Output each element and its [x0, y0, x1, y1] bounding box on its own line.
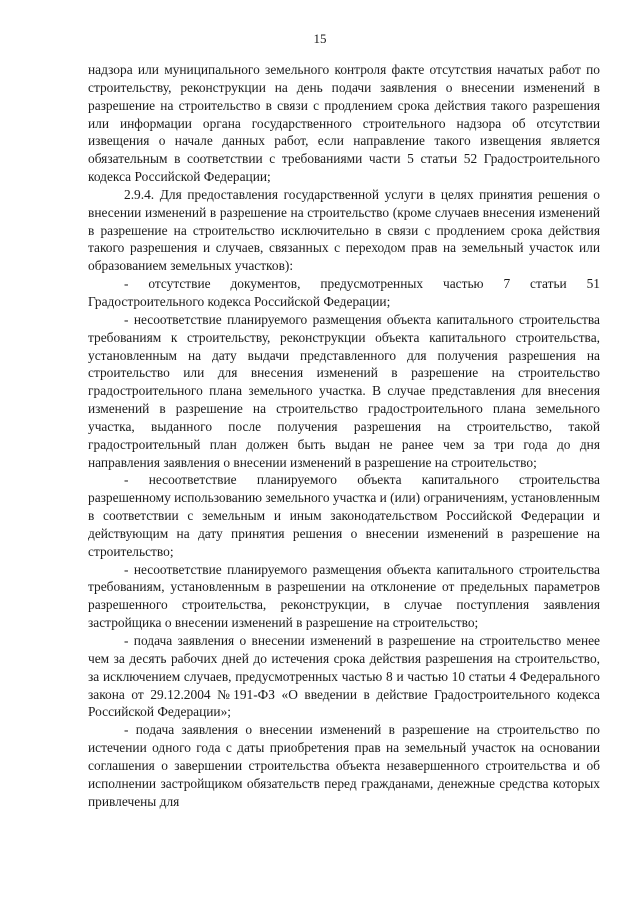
list-item-unfinished-construction: - подача заявления о внесении изменений в разрешение на строительство по истечении одного года с даты приобретения прав на земельный участок на основании соглашения о завершении строительства объекта незавершенного строительства и об исполнении застройщиком обязательств перед гражданами, денежные средства которых привлечены для	[88, 722, 600, 809]
page-number: 15	[313, 31, 327, 46]
list-item-deviation-permit-mismatch: - несоответствие планируемого размещения объекта капитального строительства требованиям, установленным в разрешении на отклонение от предельных параметров разрешенного строительства, реконструкции, в случае поступления заявления застройщика о внесении изменений в разрешение на строительство;	[88, 561, 600, 631]
list-item-late-application: - подача заявления о внесении изменений в разрешение на строительство менее чем за десять рабочих дней до истечения срока действия разрешения на строительство, за исключением случаев, предусмотренных частью 8 и частью 10 статьи 4 Федерального закона от 29.12.2004 №191-ФЗ «О введении в действие Градостроительного кодекса Российской Федерации»;	[88, 633, 600, 720]
list-item-gpzu-mismatch: - несоответствие планируемого размещения объекта капитального строительства требованиям к строительству, реконструкции объекта капитального строительства, установленным на дату выдачи представленного для получения разрешения на строительство или для внесения изменений в разрешение на строительство градостроительного плана земельного участка. В случае представления для внесения изменений в разрешение на строительство градостроительного плана земельного участка, выданного после получения разрешения на строительство, такой градостроительный план должен быть выдан не ранее чем за три года до дня направления заявления о внесении изменений в разрешение на строительство;	[88, 311, 600, 470]
list-item-permitted-use-mismatch: - несоответствие планируемого объекта капитального строительства разрешенному использованию земельного участка и (или) ограничениям, установленным в соответствии с земельным и иным законодательством Российской Федерации и действующим на дату принятия решения о внесении изменений в разрешение на строительство;	[88, 472, 600, 559]
document-body	[88, 61, 600, 810]
paragraph-continuation: надзора или муниципального земельного контроля факте отсутствия начатых работ по строительству, реконструкции на день подачи заявления о внесении изменений в разрешение на строительство в связи с продлением срока действия такого разрешения или информации органа государственного строительного надзора об отсутствии извещения о начале данных работ, если направление такого извещения является обязательным в соответствии с требованиями части 5 статьи 52 Градостроительного кодекса Российской Федерации;	[88, 62, 600, 185]
paragraph-clause-2-9-4: 2.9.4. Для предоставления государственной услуги в целях принятия решения о внесении изменений в разрешение на строительство (кроме случаев внесения изменений в разрешение на строительство исключительно в связи с продлением срока действия такого разрешения и случаев, связанных с переходом прав на земельный участок или образованием земельных участков):	[88, 186, 600, 274]
list-item-missing-documents: - отсутствие документов, предусмотренных частью 7 статьи 51 Градостроительного кодекса Российской Федерации;	[88, 276, 600, 309]
